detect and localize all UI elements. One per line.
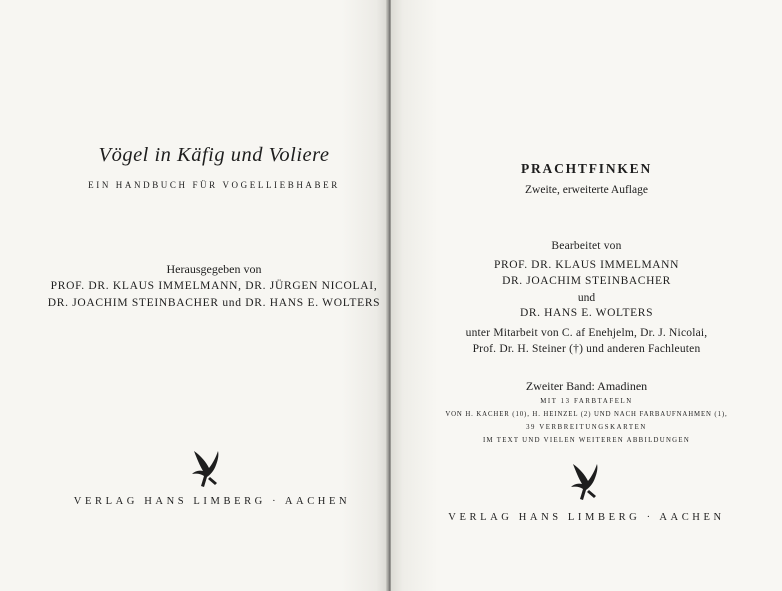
right-publisher: VERLAG HANS LIMBERG · AACHEN [448, 512, 725, 523]
editors-line-2: DR. JOACHIM STEINBACHER und DR. HANS E. WOLTERS [47, 297, 381, 309]
book-title: PRACHTFINKEN [520, 161, 653, 176]
editors-label: Herausgegeben von [166, 262, 262, 276]
plates-line: MIT 13 FARBTAFELN [540, 398, 633, 405]
edition-line: Zweite, erweiterte Auflage [525, 184, 648, 196]
publisher-bird-logo-icon [188, 449, 222, 489]
right-page [391, 0, 782, 591]
series-subtitle: EIN HANDBUCH FÜR VOGELLIEBHABER [88, 180, 340, 190]
conjunction: und [577, 292, 596, 304]
illustrations-line: IM TEXT UND VIELEN WEITEREN ABBILDUNGEN [482, 437, 691, 444]
volume-title: Zweiter Band: Amadinen [525, 379, 648, 393]
maps-line: 39 VERBREITUNGSKARTEN [526, 424, 647, 431]
plates-credit: VON H. KACHER (10), H. HEINZEL (2) UND NACH FARBAUFNAHMEN (1), [445, 411, 728, 418]
series-title: Vögel in Käfig und Voliere [98, 144, 330, 166]
collaboration-line-2: Prof. Dr. H. Steiner (†) und anderen Fachleuten [472, 343, 701, 355]
revised-by-label: Bearbeitet von [551, 240, 622, 252]
publisher-bird-logo-right-icon [567, 462, 601, 502]
author-1: PROF. DR. KLAUS IMMELMANN [493, 259, 679, 271]
editors-line-1: PROF. DR. KLAUS IMMELMANN, DR. JÜRGEN NICOLAI, [50, 280, 378, 292]
author-2: DR. JOACHIM STEINBACHER [502, 275, 671, 287]
author-3: DR. HANS E. WOLTERS [519, 307, 654, 319]
left-publisher: VERLAG HANS LIMBERG · AACHEN [73, 496, 351, 507]
left-page [0, 0, 388, 591]
collaboration-line-1: unter Mitarbeit von C. af Enehjelm, Dr. J. Nicolai, [465, 327, 708, 339]
